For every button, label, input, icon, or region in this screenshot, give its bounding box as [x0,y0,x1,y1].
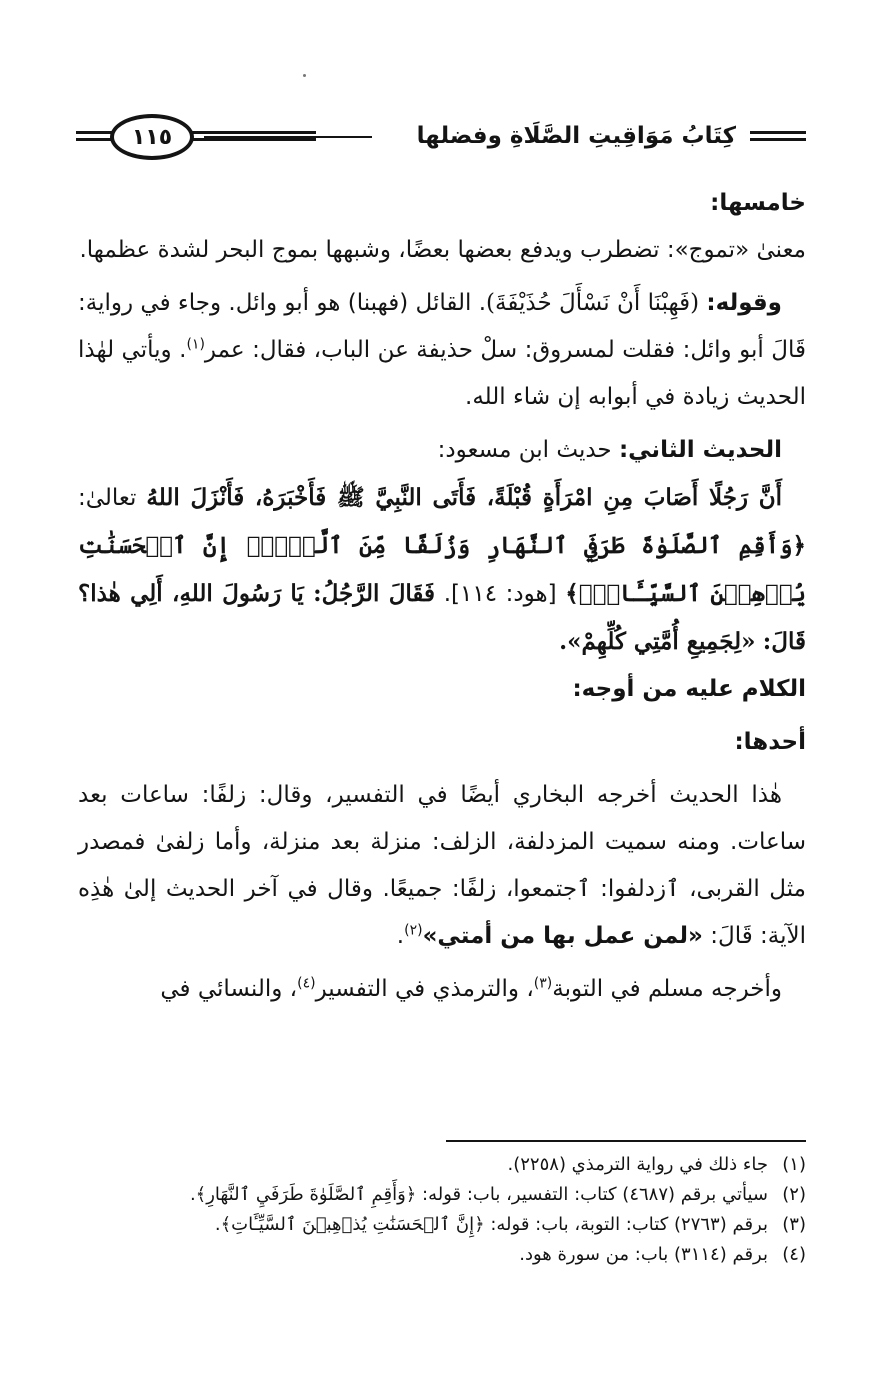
paragraph-text-end: . ويأتي لهٰذا الحديث زيادة في أبوابه إن شاء الله. [78,337,806,410]
second-hadith-heading [78,427,806,474]
footnotes [78,1150,806,1270]
footnote-1 [78,1150,806,1180]
hadith-text [78,474,806,666]
footnote-ref-4[interactable]: (٤) [297,975,316,992]
paragraph-takhrij [78,966,806,1013]
section-heading-fifth: خامسها: [710,190,806,216]
footnote-number: (١) [782,1154,806,1175]
footnote-number: (٣) [782,1214,806,1235]
footnote-number: (٤) [782,1244,806,1265]
second-hadith-source: حديث ابن مسعود: [437,437,612,463]
second-hadith-label: الحديث الثاني: [618,437,782,463]
footnote-text: جاء ذلك في رواية الترمذي (٢٢٥٨). [507,1154,768,1175]
hadith-quote: (فَهِبْنَا أَنْ نَسْأَلَ حُذَيْفَةَ) [486,290,700,316]
hadith-matn: أَنَّ رَجُلًا أَصَابَ مِنِ امْرَأَةٍ قُبْلَةً، فَأَتَى النَّبِيَّ ﷺ فَأَخْبَرَهُ، فَأَنْزَلَ اللهُ [146,484,782,511]
paragraph-text: هٰذا الحديث أخرجه البخاري أيضًا في التفسير، وقال: زلفًا: ساعات بعد ساعات. ومنه سميت المزدلفة، الزلف: منزلة بعد منزلة، وأما زلفىٰ فمصدر مثل القربى، ٱزدلفوا: ٱجتمعوا، زلفًا: جميعًا. وقال في آخر الحديث إلىٰ هٰذِه الآية: قَالَ: [78,782,806,949]
paragraph-text-end: . [396,923,405,949]
main-text [78,180,806,1013]
section-heading-aspects: الكلام عليه من أوجه: [572,676,806,702]
footnote-text: سيأتي برقم (٤٦٨٧) كتاب: التفسير، باب: قوله: ﴿وَأَقِمِ ٱلصَّلَوٰةَ طَرَفَيِ ٱلنَّهَارِ﴾. [189,1184,768,1205]
footnote-ref-2[interactable]: (٢) [404,922,423,939]
header-rule-right [750,131,806,141]
footnote-ref-1[interactable]: (١) [186,336,205,353]
footnote-4 [78,1240,806,1270]
page-number: ١١٥ [110,114,194,160]
hadith-ending: «لِجَمِيعِ أُمَّتِي كُلِّهِمْ». [559,628,756,655]
footnote-2 [78,1180,806,1210]
book-title: كِتَابُ مَوَاقِيتِ الصَّلَاةِ وفضلها [416,123,736,149]
section-heading-first: أحدها: [734,729,806,755]
paragraph-bukhari [78,772,806,960]
paragraph-qawluhu [78,280,806,421]
footnote-3 [78,1210,806,1240]
paragraph-meaning-tamuj: معنىٰ «تموج»: تضطرب ويدفع بعضها بعضًا، وشبهها بموج البحر لشدة عظمها. [79,237,806,263]
hadith-connector: تعالىٰ: [78,485,137,511]
paragraph-text: وأخرجه مسلم في التوبة [552,976,782,1002]
footnote-number: (٢) [782,1184,806,1205]
paragraph-text: . القائل (فهبنا) هو أبو وائل. وجاء في رواية: قَالَ أبو وائل: فقلت لمسروق: سلْ حذيفة عن الباب، فقال: عمر [78,290,807,363]
paragraph-text-end: ، والنسائي في [160,976,298,1002]
footnote-text: برقم (٢٧٦٣) كتاب: التوبة، باب: قوله: ﴿إِنَّ ٱلۡحَسَنَٰتِ يُذۡهِبۡنَ ٱلسَّيِّـَٔاتِ﴾. [214,1214,768,1235]
footnote-text: برقم (٣١١٤) باب: من سورة هود. [519,1244,768,1265]
hadith-matn-continued: فَقَالَ الرَّجُلُ: يَا رَسُولَ اللهِ، أَلِي هٰذا؟ قَالَ: [78,580,806,655]
scan-speck [303,74,306,77]
footnote-ref-3[interactable]: (٣) [533,975,553,992]
verse-reference: [هود: ١١٤]. [443,581,557,607]
paragraph-lead: وقوله: [706,290,782,316]
running-header [76,114,806,162]
hadith-addition: «لمن عمل بها من أمتي» [422,923,703,949]
quran-verse: ﴿وَأَقِمِ ٱلصَّلَوٰةَ طَرَفَيِ ٱلنَّهَارِ وَزُلَفًا مِّنَ ٱلَّيۡلِۚ إِنَّ ٱلۡحَسَنَٰتِ يُذۡهِبۡنَ ٱلسَّيِّـَٔاتِۚ﴾ [78,532,807,607]
paragraph-text-mid: ، والترمذي في التفسير [315,976,534,1002]
footnote-divider [446,1140,806,1142]
